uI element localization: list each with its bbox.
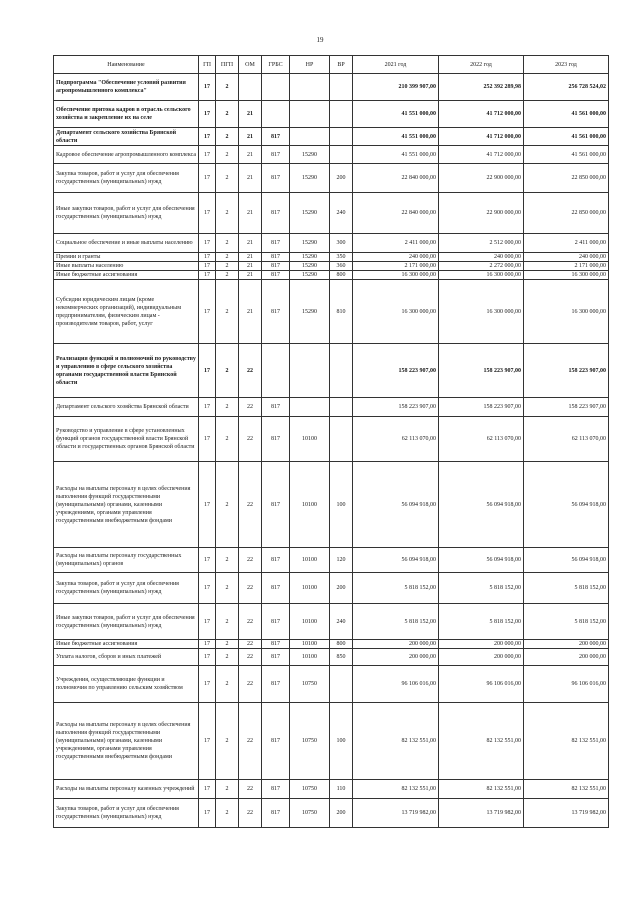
row-grbs: 817: [262, 164, 290, 193]
table-body: [54, 74, 609, 828]
row-amount-2023: 16 300 000,00: [524, 280, 609, 344]
row-pgp: 2: [216, 262, 239, 271]
row-amount-2021: 5 818 152,00: [353, 573, 439, 604]
row-gp: 17: [199, 193, 216, 234]
header-name: Наименование: [54, 56, 199, 74]
row-amount-2022: 158 223 907,00: [439, 344, 524, 398]
row-name: Закупка товаров, работ и услуг для обеспечения государственных (муниципальных) нужд: [54, 164, 199, 193]
row-grbs: 817: [262, 146, 290, 164]
row-vr: 240: [330, 604, 353, 640]
row-vr: 850: [330, 649, 353, 666]
row-om: 22: [239, 344, 262, 398]
row-nr: 15290: [290, 146, 330, 164]
row-name: Расходы на выплаты персоналу государственных (муниципальных) органов: [54, 548, 199, 573]
row-pgp: 2: [216, 703, 239, 780]
row-amount-2022: 96 106 016,00: [439, 666, 524, 703]
row-amount-2021: 22 840 000,00: [353, 164, 439, 193]
budget-table: [53, 55, 609, 828]
row-om: 21: [239, 128, 262, 146]
row-gp: 17: [199, 234, 216, 253]
row-vr: 360: [330, 262, 353, 271]
row-gp: 17: [199, 703, 216, 780]
row-name: Расходы на выплаты персоналу в целях обеспечения выполнения функций государственными (муниципальными) органами, казенными учреждениями, органами управления государственными внебюджетными фондами: [54, 462, 199, 548]
row-name: Премии и гранты: [54, 253, 199, 262]
table-row: [54, 703, 609, 780]
row-amount-2022: 252 392 289,98: [439, 74, 524, 101]
row-amount-2021: 200 000,00: [353, 640, 439, 649]
row-amount-2022: 200 000,00: [439, 649, 524, 666]
row-grbs: 817: [262, 253, 290, 262]
row-om: 21: [239, 101, 262, 128]
row-grbs: 817: [262, 262, 290, 271]
row-om: 22: [239, 780, 262, 799]
table-row: [54, 234, 609, 253]
header-gp: ГП: [199, 56, 216, 74]
row-vr: [330, 666, 353, 703]
row-amount-2022: 5 818 152,00: [439, 604, 524, 640]
row-om: [239, 74, 262, 101]
row-grbs: 817: [262, 398, 290, 417]
row-nr: 10100: [290, 417, 330, 462]
row-vr: 810: [330, 280, 353, 344]
table-row: [54, 604, 609, 640]
row-pgp: 2: [216, 271, 239, 280]
row-amount-2023: 56 094 918,00: [524, 548, 609, 573]
table-row: [54, 548, 609, 573]
header-2021: 2021 год: [353, 56, 439, 74]
row-amount-2022: 158 223 907,00: [439, 398, 524, 417]
row-nr: 15290: [290, 234, 330, 253]
row-gp: 17: [199, 604, 216, 640]
row-nr: 10100: [290, 462, 330, 548]
row-gp: 17: [199, 417, 216, 462]
row-amount-2022: 41 712 000,00: [439, 146, 524, 164]
header-vr: ВР: [330, 56, 353, 74]
row-gp: 17: [199, 146, 216, 164]
row-om: 21: [239, 193, 262, 234]
row-nr: 10750: [290, 666, 330, 703]
row-gp: 17: [199, 271, 216, 280]
row-nr: 10100: [290, 640, 330, 649]
row-name: Департамент сельского хозяйства Брянской области: [54, 398, 199, 417]
row-pgp: 2: [216, 462, 239, 548]
row-amount-2023: 56 094 918,00: [524, 462, 609, 548]
table-row: [54, 253, 609, 262]
row-amount-2023: 5 818 152,00: [524, 573, 609, 604]
row-amount-2023: 41 561 000,00: [524, 146, 609, 164]
row-name: Кадровое обеспечение агропромышленного комплекса: [54, 146, 199, 164]
row-gp: 17: [199, 666, 216, 703]
row-pgp: 2: [216, 604, 239, 640]
row-pgp: 2: [216, 417, 239, 462]
row-gp: 17: [199, 640, 216, 649]
row-amount-2023: 22 850 000,00: [524, 164, 609, 193]
row-amount-2021: 210 399 907,00: [353, 74, 439, 101]
row-nr: 10750: [290, 703, 330, 780]
table-row: [54, 344, 609, 398]
row-om: 21: [239, 253, 262, 262]
row-gp: 17: [199, 253, 216, 262]
row-vr: [330, 74, 353, 101]
row-pgp: 2: [216, 780, 239, 799]
row-grbs: 817: [262, 193, 290, 234]
row-nr: 10750: [290, 799, 330, 828]
row-name: Закупка товаров, работ и услуг для обеспечения государственных (муниципальных) нужд: [54, 573, 199, 604]
row-amount-2023: 13 719 982,00: [524, 799, 609, 828]
row-pgp: 2: [216, 193, 239, 234]
row-amount-2022: 82 132 551,00: [439, 703, 524, 780]
row-om: 21: [239, 280, 262, 344]
table-row: [54, 101, 609, 128]
row-amount-2021: 41 551 000,00: [353, 128, 439, 146]
row-gp: 17: [199, 164, 216, 193]
row-amount-2023: 200 000,00: [524, 640, 609, 649]
row-om: 21: [239, 234, 262, 253]
row-amount-2023: 62 113 070,00: [524, 417, 609, 462]
row-name: Закупка товаров, работ и услуг для обеспечения государственных (муниципальных) нужд: [54, 799, 199, 828]
row-grbs: 817: [262, 799, 290, 828]
row-amount-2023: 5 818 152,00: [524, 604, 609, 640]
row-nr: 15290: [290, 280, 330, 344]
row-vr: 200: [330, 164, 353, 193]
row-amount-2021: 96 106 016,00: [353, 666, 439, 703]
row-pgp: 2: [216, 234, 239, 253]
row-gp: 17: [199, 548, 216, 573]
row-grbs: [262, 74, 290, 101]
row-vr: [330, 417, 353, 462]
row-amount-2021: 2 171 000,00: [353, 262, 439, 271]
row-om: 22: [239, 398, 262, 417]
row-grbs: 817: [262, 640, 290, 649]
row-gp: 17: [199, 780, 216, 799]
row-vr: 110: [330, 780, 353, 799]
row-vr: [330, 398, 353, 417]
row-pgp: 2: [216, 101, 239, 128]
row-nr: [290, 344, 330, 398]
row-name: Уплата налогов, сборов и иных платежей: [54, 649, 199, 666]
row-vr: [330, 128, 353, 146]
row-pgp: 2: [216, 573, 239, 604]
row-amount-2023: 16 300 000,00: [524, 271, 609, 280]
row-amount-2022: 41 712 000,00: [439, 128, 524, 146]
row-vr: [330, 344, 353, 398]
row-vr: 100: [330, 462, 353, 548]
header-om: ОМ: [239, 56, 262, 74]
row-amount-2021: 56 094 918,00: [353, 462, 439, 548]
row-amount-2023: 158 223 907,00: [524, 344, 609, 398]
row-gp: 17: [199, 799, 216, 828]
row-om: 21: [239, 262, 262, 271]
row-amount-2023: 2 411 000,00: [524, 234, 609, 253]
row-name: Иные закупки товаров, работ и услуг для обеспечения государственных (муниципальных) нужд: [54, 193, 199, 234]
row-nr: 10750: [290, 780, 330, 799]
row-gp: 17: [199, 649, 216, 666]
row-name: Расходы на выплаты персоналу казенных учреждений: [54, 780, 199, 799]
row-om: 22: [239, 573, 262, 604]
table-header-row: [54, 56, 609, 74]
table-row: [54, 649, 609, 666]
row-amount-2022: 56 094 918,00: [439, 462, 524, 548]
row-amount-2021: 13 719 982,00: [353, 799, 439, 828]
row-grbs: 817: [262, 780, 290, 799]
row-gp: 17: [199, 101, 216, 128]
row-amount-2021: 2 411 000,00: [353, 234, 439, 253]
row-grbs: 817: [262, 573, 290, 604]
row-grbs: 817: [262, 271, 290, 280]
row-amount-2021: 158 223 907,00: [353, 344, 439, 398]
row-amount-2022: 22 900 000,00: [439, 193, 524, 234]
row-amount-2023: 82 132 551,00: [524, 703, 609, 780]
row-gp: 17: [199, 280, 216, 344]
row-gp: 17: [199, 262, 216, 271]
table-row: [54, 398, 609, 417]
row-gp: 17: [199, 128, 216, 146]
header-grbs: ГРБС: [262, 56, 290, 74]
row-nr: [290, 128, 330, 146]
header-nr: НР: [290, 56, 330, 74]
header-pgp: ПГП: [216, 56, 239, 74]
table-row: [54, 164, 609, 193]
row-amount-2022: 5 818 152,00: [439, 573, 524, 604]
row-amount-2021: 62 113 070,00: [353, 417, 439, 462]
row-pgp: 2: [216, 799, 239, 828]
row-grbs: 817: [262, 604, 290, 640]
row-amount-2022: 2 272 000,00: [439, 262, 524, 271]
row-nr: 15290: [290, 193, 330, 234]
row-amount-2021: 5 818 152,00: [353, 604, 439, 640]
row-pgp: 2: [216, 253, 239, 262]
row-om: 22: [239, 548, 262, 573]
row-vr: 240: [330, 193, 353, 234]
page-number: 19: [316, 36, 324, 44]
row-vr: 800: [330, 640, 353, 649]
row-nr: 10100: [290, 548, 330, 573]
row-amount-2022: 240 000,00: [439, 253, 524, 262]
row-amount-2021: 82 132 551,00: [353, 703, 439, 780]
row-amount-2022: 2 512 000,00: [439, 234, 524, 253]
row-pgp: 2: [216, 666, 239, 703]
row-amount-2022: 62 113 070,00: [439, 417, 524, 462]
row-om: 21: [239, 271, 262, 280]
row-amount-2022: 200 000,00: [439, 640, 524, 649]
row-amount-2023: 22 850 000,00: [524, 193, 609, 234]
table-row: [54, 573, 609, 604]
row-nr: 10100: [290, 573, 330, 604]
row-gp: 17: [199, 462, 216, 548]
row-vr: 350: [330, 253, 353, 262]
row-vr: 120: [330, 548, 353, 573]
row-nr: 15290: [290, 271, 330, 280]
row-amount-2022: 22 900 000,00: [439, 164, 524, 193]
row-gp: 17: [199, 573, 216, 604]
row-amount-2022: 16 300 000,00: [439, 271, 524, 280]
table-row: [54, 271, 609, 280]
row-grbs: 817: [262, 703, 290, 780]
row-pgp: 2: [216, 640, 239, 649]
row-grbs: 817: [262, 417, 290, 462]
row-amount-2021: 56 094 918,00: [353, 548, 439, 573]
row-name: Иные закупки товаров, работ и услуг для обеспечения государственных (муниципальных) нужд: [54, 604, 199, 640]
row-amount-2021: 240 000,00: [353, 253, 439, 262]
row-amount-2022: 82 132 551,00: [439, 780, 524, 799]
row-grbs: 817: [262, 462, 290, 548]
row-om: 22: [239, 666, 262, 703]
row-pgp: 2: [216, 146, 239, 164]
row-nr: [290, 398, 330, 417]
row-name: Иные бюджетные ассигнования: [54, 640, 199, 649]
row-grbs: [262, 101, 290, 128]
table-row: [54, 262, 609, 271]
row-nr: 15290: [290, 164, 330, 193]
row-om: 22: [239, 417, 262, 462]
row-nr: [290, 101, 330, 128]
row-name: Учреждения, осуществляющие функции и полномочия по управлению сельским хозяйством: [54, 666, 199, 703]
row-nr: 10100: [290, 604, 330, 640]
table-row: [54, 462, 609, 548]
row-amount-2021: 16 300 000,00: [353, 271, 439, 280]
row-vr: 200: [330, 573, 353, 604]
table-row: [54, 799, 609, 828]
row-name: Департамент сельского хозяйства Брянской области: [54, 128, 199, 146]
row-name: Обеспечение притока кадров в отрасль сельского хозяйства и закрепление их на селе: [54, 101, 199, 128]
row-pgp: 2: [216, 280, 239, 344]
header-2022: 2022 год: [439, 56, 524, 74]
row-grbs: 817: [262, 128, 290, 146]
row-gp: 17: [199, 74, 216, 101]
row-amount-2023: 240 000,00: [524, 253, 609, 262]
row-amount-2021: 158 223 907,00: [353, 398, 439, 417]
row-om: 22: [239, 640, 262, 649]
row-amount-2023: 41 561 000,00: [524, 128, 609, 146]
row-pgp: 2: [216, 649, 239, 666]
row-amount-2023: 200 000,00: [524, 649, 609, 666]
row-grbs: [262, 344, 290, 398]
row-amount-2021: 16 300 000,00: [353, 280, 439, 344]
row-pgp: 2: [216, 548, 239, 573]
row-name: Расходы на выплаты персоналу в целях обеспечения выполнения функций государственными (муниципальными) органами, казенными учреждениями, органами управления государственными внебюджетными фондами: [54, 703, 199, 780]
row-vr: [330, 146, 353, 164]
header-2023: 2023 год: [524, 56, 609, 74]
row-amount-2023: 96 106 016,00: [524, 666, 609, 703]
row-pgp: 2: [216, 164, 239, 193]
row-amount-2023: 82 132 551,00: [524, 780, 609, 799]
row-vr: 300: [330, 234, 353, 253]
row-amount-2023: 158 223 907,00: [524, 398, 609, 417]
row-om: 22: [239, 649, 262, 666]
row-pgp: 2: [216, 128, 239, 146]
row-amount-2021: 41 551 000,00: [353, 146, 439, 164]
table-row: [54, 280, 609, 344]
table-row: [54, 128, 609, 146]
row-om: 22: [239, 703, 262, 780]
row-om: 22: [239, 604, 262, 640]
row-vr: 100: [330, 703, 353, 780]
row-amount-2022: 56 094 918,00: [439, 548, 524, 573]
row-amount-2023: 256 728 524,02: [524, 74, 609, 101]
row-amount-2022: 41 712 000,00: [439, 101, 524, 128]
row-amount-2023: 41 561 000,00: [524, 101, 609, 128]
row-amount-2022: 16 300 000,00: [439, 280, 524, 344]
table-row: [54, 74, 609, 101]
row-amount-2021: 200 000,00: [353, 649, 439, 666]
row-name: Руководство и управление в сфере установленных функций органов государственной власти Брянской области и государственных органов Брянской области: [54, 417, 199, 462]
row-om: 21: [239, 146, 262, 164]
row-pgp: 2: [216, 344, 239, 398]
row-nr: 10100: [290, 649, 330, 666]
row-amount-2021: 41 551 000,00: [353, 101, 439, 128]
row-nr: [290, 74, 330, 101]
table-row: [54, 780, 609, 799]
row-name: Реализация функций и полномочий по руководству и управлению в сфере сельского хозяйства органами государственной власти Брянской области: [54, 344, 199, 398]
row-vr: 800: [330, 271, 353, 280]
row-gp: 17: [199, 398, 216, 417]
table-row: [54, 193, 609, 234]
row-om: 22: [239, 799, 262, 828]
row-grbs: 817: [262, 280, 290, 344]
row-pgp: 2: [216, 74, 239, 101]
row-grbs: 817: [262, 548, 290, 573]
row-amount-2023: 2 171 000,00: [524, 262, 609, 271]
table-row: [54, 666, 609, 703]
table-row: [54, 640, 609, 649]
row-nr: 15290: [290, 262, 330, 271]
row-name: Подпрограмма "Обеспечение условий развития агропромышленного комплекса": [54, 74, 199, 101]
row-grbs: 817: [262, 649, 290, 666]
row-name: Социальное обеспечение и иные выплаты населению: [54, 234, 199, 253]
row-amount-2022: 13 719 982,00: [439, 799, 524, 828]
row-name: Иные бюджетные ассигнования: [54, 271, 199, 280]
table-row: [54, 146, 609, 164]
row-name: Субсидии юридическим лицам (кроме некоммерческих организаций), индивидуальным предпринимателям, физическим лицам - производителям товаров, работ, услуг: [54, 280, 199, 344]
table-row: [54, 417, 609, 462]
row-gp: 17: [199, 344, 216, 398]
row-grbs: 817: [262, 234, 290, 253]
row-amount-2021: 22 840 000,00: [353, 193, 439, 234]
row-om: 22: [239, 462, 262, 548]
row-vr: 200: [330, 799, 353, 828]
row-om: 21: [239, 164, 262, 193]
row-grbs: 817: [262, 666, 290, 703]
row-name: Иные выплаты населению: [54, 262, 199, 271]
row-amount-2021: 82 132 551,00: [353, 780, 439, 799]
row-nr: 15290: [290, 253, 330, 262]
row-vr: [330, 101, 353, 128]
row-pgp: 2: [216, 398, 239, 417]
